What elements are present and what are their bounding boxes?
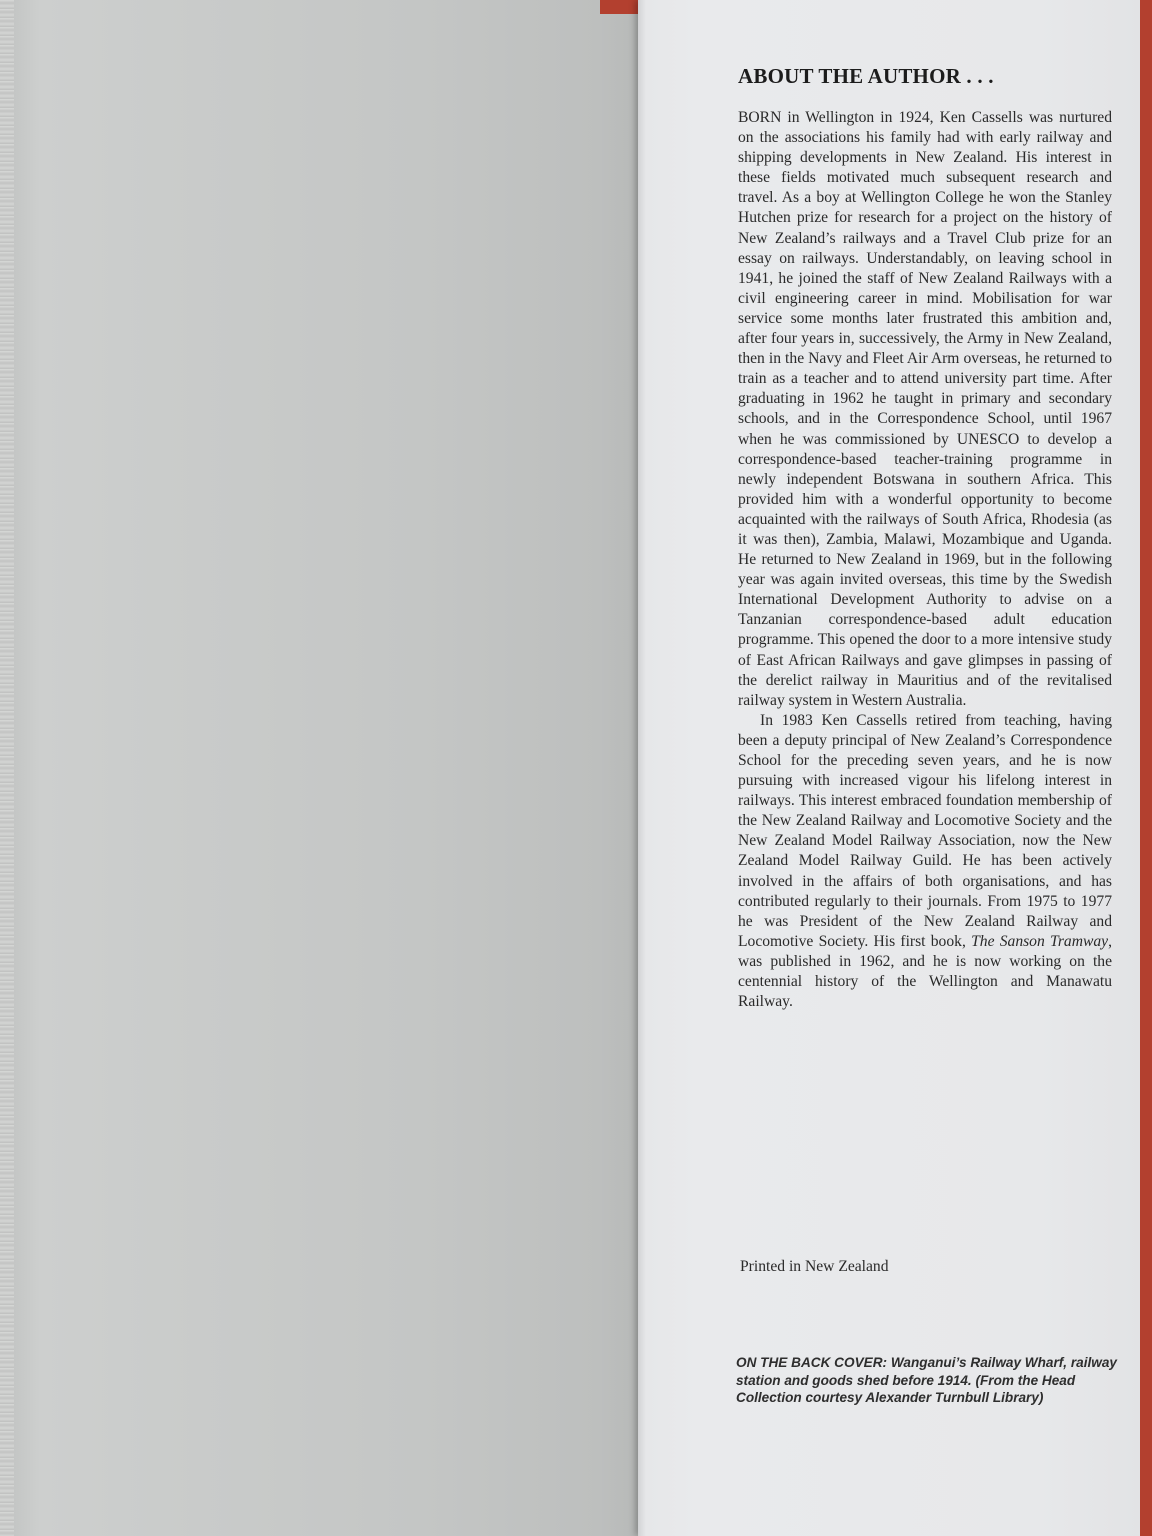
cover-cloth-edge — [1140, 0, 1152, 1536]
author-biography — [738, 108, 1112, 1012]
book-title: The Sanson Tramway — [971, 932, 1109, 950]
endpaper-torn-edge — [0, 0, 14, 1536]
bio-paragraph-1: BORN in Wellington in 1924, Ken Cassells was nurtured on the associations his family had with early railway and shipping developments in New Zealand. His interest in these fields motivated much subsequent research and travel. As a boy at Wellington College he won the Stanley Hutchen prize for research for a project on the history of New Zealand’s railways and a Travel Club prize for an essay on railways. Understandably, on leaving school in 1941, he joined the staff of New Zealand Railways with a civil engineering career in mind. Mobilisation for war service some months later frustrated this ambition and, after four years in, successively, the Army in New Zealand, then in the Navy and Fleet Air Arm overseas, he returned to train as a teacher and to attend university part time. After graduating in 1962 he taught in primary and secondary schools, and in the Correspondence School, until 1967 when he was commissioned by UNESCO to develop a correspondence-based teacher-training programme in newly independent Botswana in southern Africa. This provided him with a wonderful opportunity to become acquainted with the railways of South Africa, Rhodesia (as it was then), Zambia, Malawi, Mozambique and Uganda. He returned to New Zealand in 1969, but in the following year was again invited overseas, this time by the Swedish International Development Authority to advise on a Tanzanian correspondence-based adult education programme. This opened the door to a more intensive study of East African Railways and gave glimpses in passing of the derelict railway in Mauritius and of the revitalised railway system in Western Australia. — [738, 109, 1112, 709]
cover-cloth-top — [600, 0, 640, 14]
printed-in-note: Printed in New Zealand — [740, 1258, 889, 1275]
back-cover-caption: ON THE BACK COVER: Wanganui’s Railway Wharf, railway station and goods shed before 1914. (From the Head Collection courtesy Alexander Turnbull Library) — [736, 1355, 1117, 1405]
about-author-heading: ABOUT THE AUTHOR . . . — [738, 64, 994, 88]
bio-paragraph-2 — [738, 711, 1112, 1012]
bio-p2-text-before: In 1983 Ken Cassells retired from teaching, having been a deputy principal of New Zealand’s Correspondence School for the preceding seven years, and he is now pursuing with increased vigour his lifelong interest in railways. This interest embraced foundation membership of the New Zealand Railway and Locomotive Society and the New Zealand Model Railway Association, now the New Zealand Model Railway Guild. He has been actively involved in the affairs of both organisations, and has contributed regularly to their journals. From 1975 to 1977 he was President of the New Zealand Railway and Locomotive Society. His first book, — [738, 711, 1112, 950]
bio-p2-text-after: , was published in 1962, and he is now working on the centennial history of the Wellington and Manawatu Railway. — [738, 932, 1112, 1011]
